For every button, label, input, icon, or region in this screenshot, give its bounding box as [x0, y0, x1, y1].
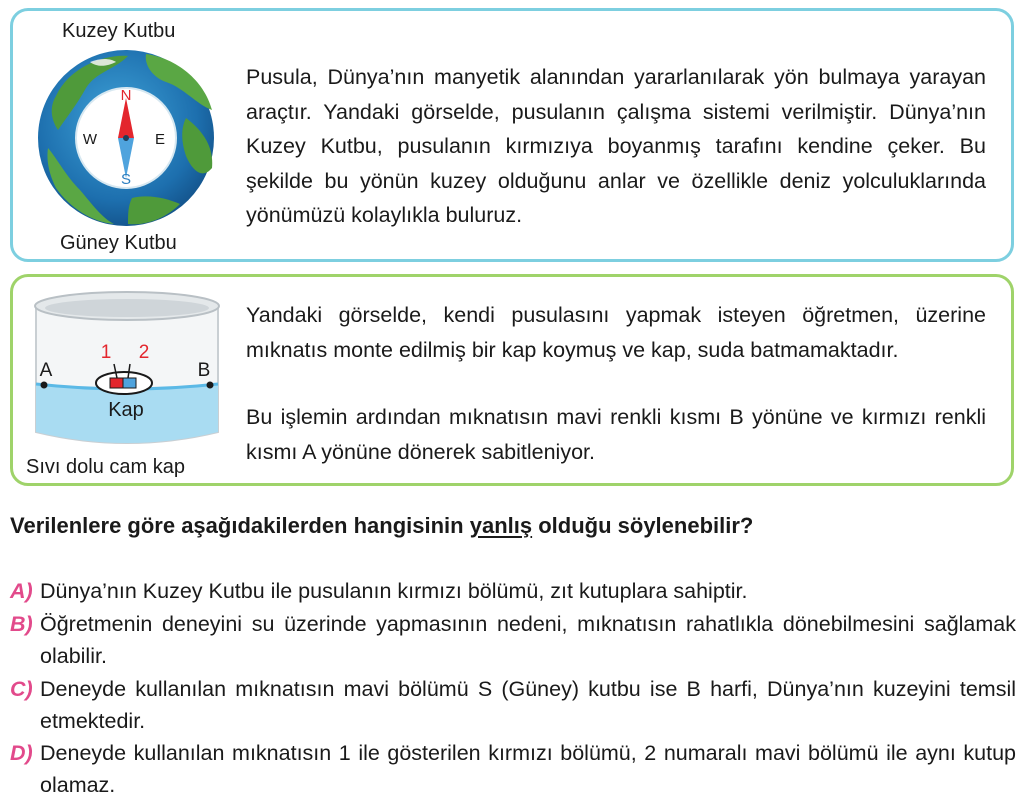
- option-b-letter: B): [10, 612, 33, 636]
- compass-s-label: S: [120, 171, 132, 188]
- compass-explanation-text: Pusula, Dünya’nın manyetik alanından yararlanılarak yön bulmaya yarayan araçtır. Yandaki görselde, pusulanın çalışma sistemi verilmiştir. Dünya’nın Kuzey Kutbu, pusulanın kırmızıya boyanmış tarafını kendine çeker. Bu şekilde bu yönün kuzey olduğunu anlar ve özellikle deniz yolculuklarında yönümüzü kolaylıkla buluruz.: [246, 65, 986, 227]
- question-text-before: Verilenlere göre aşağıdakilerden hangisinin: [10, 513, 470, 538]
- option-d-text: Deneyde kullanılan mıknatısın 1 ile gösterilen kırmızı bölümü, 2 numaralı mavi bölümü ile aynı kutup olamaz.: [40, 741, 1016, 797]
- label-a: A: [39, 360, 53, 381]
- glass-container-illustration: [22, 284, 232, 454]
- magnet-red-part: [110, 378, 123, 388]
- option-a[interactable]: [10, 575, 1016, 607]
- globe-compass-illustration: [36, 48, 216, 228]
- label-1: 1: [100, 342, 112, 363]
- option-b-text: Öğretmenin deneyini su üzerinde yapmasının nedeni, mıknatısın rahatlıkla dönebilmesini sağlamak olabilir.: [40, 612, 1016, 668]
- label-b: B: [197, 360, 211, 381]
- point-a-marker: [41, 382, 48, 389]
- question-text-after: olduğu söylenebilir?: [532, 513, 754, 538]
- option-d[interactable]: [10, 737, 1016, 801]
- option-c-text: Deneyde kullanılan mıknatısın mavi bölümü S (Güney) kutbu ise B harfi, Dünya’nın kuzeyini temsil etmektedir.: [40, 677, 1016, 733]
- compass-e-label: E: [154, 131, 166, 148]
- point-b-marker: [207, 382, 214, 389]
- option-c[interactable]: [10, 673, 1016, 737]
- compass-w-label: W: [82, 131, 98, 148]
- experiment-text-1: Yandaki görselde, kendi pusulasını yapmak isteyen öğretmen, üzerine mıknatıs monte edilmiş bir kap koymuş ve kap, suda batmamaktadır.: [246, 303, 986, 362]
- south-pole-label: Güney Kutbu: [60, 232, 177, 254]
- option-a-text: Dünya’nın Kuzey Kutbu ile pusulanın kırmızı bölümü, zıt kutuplara sahiptir.: [40, 579, 748, 603]
- label-2: 2: [138, 342, 150, 363]
- compass-n-label: N: [120, 87, 132, 104]
- option-d-letter: D): [10, 741, 33, 765]
- question-stem: [10, 513, 753, 539]
- option-c-letter: C): [10, 677, 33, 701]
- magnet-blue-part: [123, 378, 136, 388]
- question-emphasis: yanlış: [469, 513, 533, 538]
- option-b[interactable]: [10, 608, 1016, 672]
- experiment-text-2: Bu işlemin ardından mıknatısın mavi renkli kısmı B yönüne ve kırmızı renkli kısmı A yönüne dönerek sabitleniyor.: [246, 405, 986, 464]
- kap-label: Kap: [108, 399, 144, 421]
- north-pole-label: Kuzey Kutbu: [62, 20, 176, 42]
- option-a-letter: A): [10, 579, 33, 603]
- glass-container-label: Sıvı dolu cam kap: [26, 456, 185, 478]
